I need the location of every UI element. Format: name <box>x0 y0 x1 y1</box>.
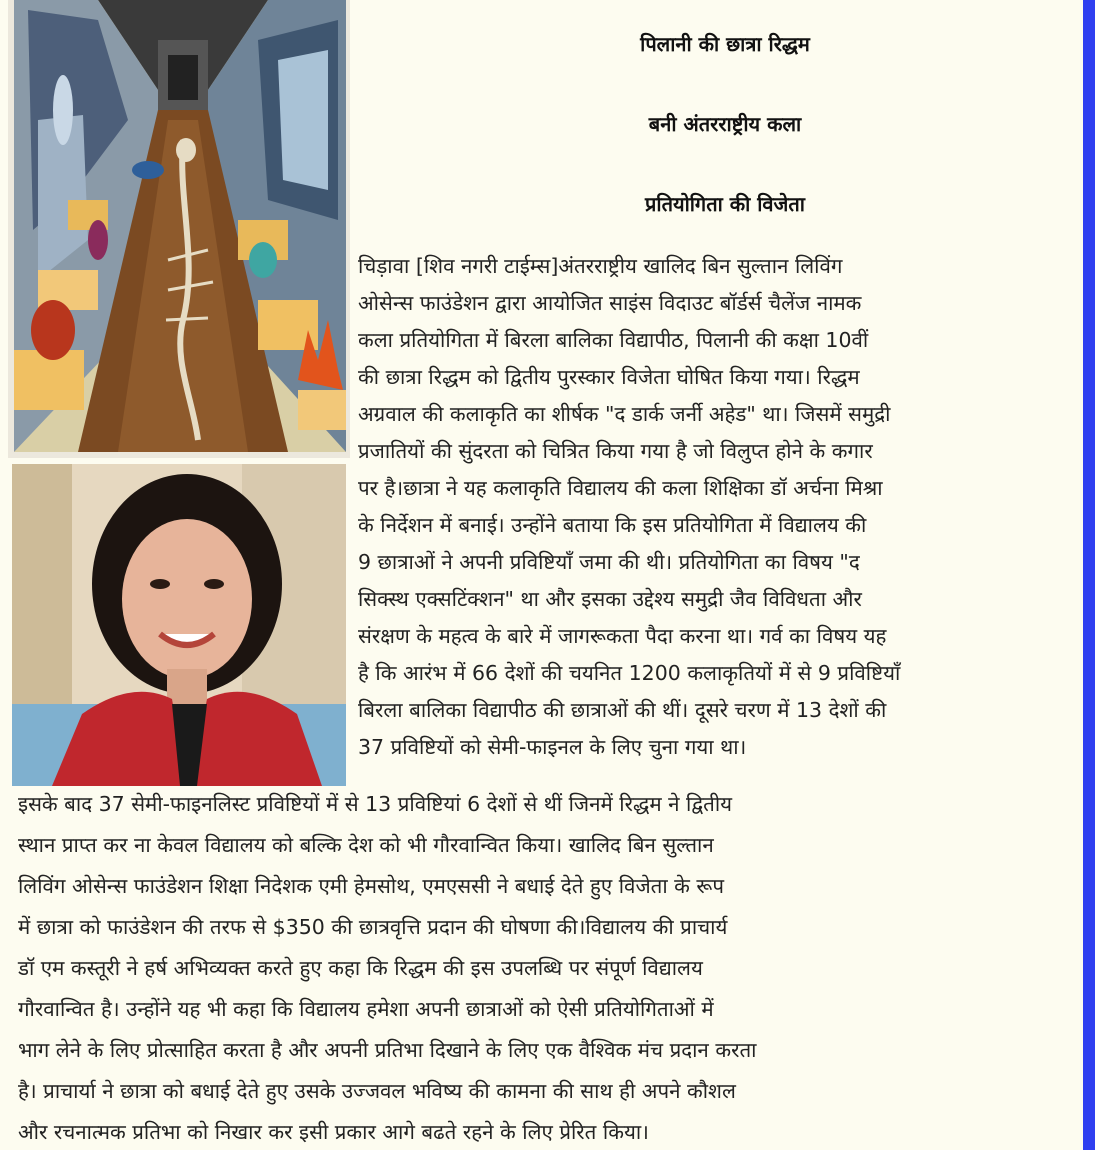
artwork-image <box>8 0 350 458</box>
body-line: की छात्रा रिद्धम को द्वितीय पुरस्कार विजेता घोषित किया गया। रिद्धम <box>358 365 860 389</box>
headline-line-2: बनी अंतरराष्ट्रीय कला <box>648 112 802 136</box>
body-line: और रचनात्मक प्रतिभा को निखार कर इसी प्रकार आगे बढते रहने के लिए प्रेरित किया। <box>18 1120 649 1144</box>
portrait-illustration <box>12 464 346 786</box>
body-line: संरक्षण के महत्व के बारे में जागरूकता पैदा करना था। गर्व का विषय यह <box>358 624 887 648</box>
student-photo <box>12 464 346 786</box>
body-line: 9 छात्राओं ने अपनी प्रविष्टियाँ जमा की थी। प्रतियोगिता का विषय "द <box>358 550 860 574</box>
body-line: सिक्स्थ एक्सटिंक्शन" था और इसका उद्देश्य समुद्री जैव विविधता और <box>358 587 862 611</box>
body-line: ओसेन्स फाउंडेशन द्वारा आयोजित साइंस विदाउट बॉर्डर्स चैलेंज नामक <box>358 291 862 315</box>
headline-line-1: पिलानी की छात्रा रिद्धम <box>640 32 810 56</box>
body-line: गौरवान्वित है। उन्होंने यह भी कहा कि विद्यालय हमेशा अपनी छात्राओं को ऐसी प्रतियोगिताओं में <box>18 997 714 1021</box>
body-line: में छात्रा को फाउंडेशन की तरफ से $350 की छात्रवृत्ति प्रदान की घोषणा की।विद्यालय की प्राचार्य <box>18 915 728 939</box>
body-line: 37 प्रविष्टियों को सेमी-फाइनल के लिए चुना गया था। <box>358 735 747 759</box>
body-line: अग्रवाल की कलाकृति का शीर्षक "द डार्क जर्नी अहेड" था। जिसमें समुद्री <box>358 402 891 426</box>
headline-line-3: प्रतियोगिता की विजेता <box>645 192 805 216</box>
body-line: भाग लेने के लिए प्रोत्साहित करता है और अपनी प्रतिभा दिखाने के लिए एक वैश्विक मंच प्रदान करता <box>18 1038 757 1062</box>
body-line: डॉ एम कस्तूरी ने हर्ष अभिव्यक्त करते हुए कहा कि रिद्धम की इस उपलब्धि पर संपूर्ण विद्यालय <box>18 956 703 980</box>
body-line: स्थान प्राप्त कर ना केवल विद्यालय को बल्कि देश को भी गौरवान्वित किया। खालिद बिन सुल्तान <box>18 833 714 857</box>
body-line: प्रजातियों की सुंदरता को चित्रित किया गया है जो विलुप्त होने के कगार <box>358 439 873 463</box>
body-line: चिड़ावा [शिव नगरी टाईम्स]अंतरराष्ट्रीय खालिद बिन सुल्तान लिविंग <box>358 254 843 278</box>
body-line: कला प्रतियोगिता में बिरला बालिका विद्यापीठ, पिलानी की कक्षा 10वीं <box>358 328 869 352</box>
page-edge-bar <box>1083 0 1095 1150</box>
body-line: लिविंग ओसेन्स फाउंडेशन शिक्षा निदेशक एमी हेमसोथ, एमएससी ने बधाई देते हुए विजेता के रूप <box>18 874 724 898</box>
body-line: के निर्देशन में बनाई। उन्होंने बताया कि इस प्रतियोगिता में विद्यालय की <box>358 513 867 537</box>
body-line: है कि आरंभ में 66 देशों की चयनित 1200 कलाकृतियों में से 9 प्रविष्टियाँ <box>358 661 901 685</box>
body-line: इसके बाद 37 सेमी-फाइनलिस्ट प्रविष्टियों में से 13 प्रविष्टियां 6 देशों से थीं जिनमें रिद्धम ने द्वितीय <box>18 792 733 816</box>
body-line: पर है।छात्रा ने यह कलाकृति विद्यालय की कला शिक्षिका डॉ अर्चना मिश्रा <box>358 476 883 500</box>
artwork-painting <box>8 0 350 458</box>
headline <box>370 4 1080 244</box>
body-line: बिरला बालिका विद्यापीठ की छात्राओं की थीं। दूसरे चरण में 13 देशों की <box>358 698 887 722</box>
body-line: है। प्राचार्या ने छात्रा को बधाई देते हुए उसके उज्जवल भविष्य की कामना की साथ ही अपने कौशल <box>18 1079 736 1103</box>
